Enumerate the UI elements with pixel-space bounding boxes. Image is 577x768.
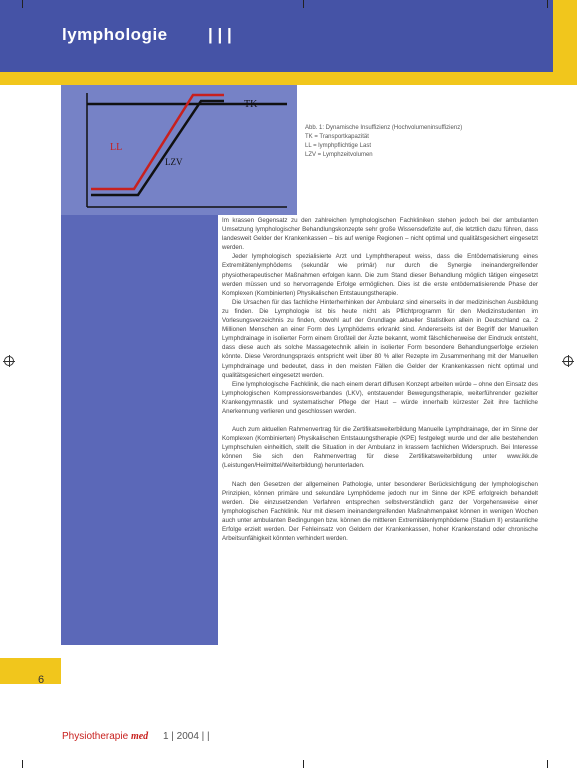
journal-suffix: med — [130, 731, 149, 742]
insufficiency-figure — [61, 85, 297, 215]
footer — [62, 731, 210, 742]
corner-accent-strip — [553, 0, 577, 85]
registration-mark — [563, 356, 573, 366]
paragraph: Im krassen Gegensatz zu den zahlreichen lymphologischen Fachkliniken stehen jedoch bei der ambulanten Umsetzung lymphologischer Behandlungskonzepte sehr große Wissensdefizite auf, die letztlich dazu führen, dass landesweit Gelder der Krankenkassen – bis auf wenige Regionen – nicht optimal und qualitätsgesichert eingesetzt werden. — [222, 217, 538, 252]
paragraph: Eine lymphologische Fachklinik, die nach einem derart diffusen Konzept arbeiten würde – ohne den Einsatz des Lymphologischen Kompressionsverbandes (LKV), entstauender Bewegungstherapie, weiterführender gezielter Krankengymnastik und systematischer Pflege der Haut – würde innerhalb kürzester Zeit ihre fachliche Anerkennung verlieren und geschlossen werden. — [222, 380, 539, 415]
crop-mark — [547, 760, 548, 768]
section-title: lymphologie — [62, 25, 168, 44]
caption-line: LZV = Lymphzeitvolumen — [305, 152, 373, 158]
lzv-label: LZV — [165, 157, 183, 167]
article-body — [222, 216, 538, 543]
figure-graph — [61, 85, 297, 215]
section-title-bars: | | | — [208, 25, 232, 44]
crop-mark — [22, 0, 23, 8]
paragraph: Jeder lymphologisch spezialisierte Arzt und Lymphtherapeut weiss, dass die Entödematisierung eines Extremitätenlymphödems (sekundär wie primär) nur durch die Synergie ineinandergreifender physiotherapeutischer Maßnahmen erfolgen kann. Die zum Stand dieser Behandlung möglich tätigen eingesetzt werden müssen und so hervorragende Erfolge ermöglichen. Dies ist die erste entödematisierende Phase der Komplexen (Kombinierten) Physikalischen Entstauungstherapie. — [222, 253, 538, 297]
caption-line: LL = lymphpflichtige Last — [305, 143, 371, 149]
crop-mark — [547, 0, 548, 8]
crop-mark — [22, 760, 23, 768]
header-accent-strip — [0, 72, 577, 85]
registration-mark — [4, 356, 14, 366]
figure-caption — [305, 124, 550, 160]
caption-line: Abb. 1: Dynamische Insuffizienz (Hochvolumeninsuffizienz) — [305, 125, 463, 131]
paragraph: Die Ursachen für das fachliche Hinterherhinken der Ambulanz sind einerseits in der medizinischen Ausbildung zu finden. Die Lymphologie ist bis heute nicht als Pflichtprogramm für den Medizinstudenten im Vorlesungsverzeichnis zu finden, obwohl auf der Grundlage aktueller Statistiken allein in Deutschland ca. 2 Millionen Menschen an einer Form des Lymphödems erkrankt sind. Andererseits ist der Begriff der Manuellen Lymphdrainage in isolierter Form einem Großteil der Ärzte bekannt, womit fälschlicherweise der Eindruck entsteht, dass diese auch als solche Massagetechnik allein in isolierter Form besondere Behandlungserfolge erzielen könnte. Diese Verordnungspraxis entspricht weit über 80 % aller Rezepte im Zusammenhang mit der Manuellen Lymphdrainage und bedeutet, dass in den meisten Fällen die Gelder der Krankenkassen nicht optimal und qualitätsgesichert eingesetzt werden. — [222, 298, 538, 379]
paragraph: Auch zum aktuellen Rahmenvertrag für die Zertifikatsweiterbildung Manuelle Lymphdrainage, der im Sinne der Komplexen (Kombinierten) Physikalischen Entstauungstherapie (KPE) festgelegt wurde und der alle bestehenden Lymphschulen einheitlich, stellt die Situation in der Ambulanz in krassem fachlichen Widerspruch. Bei Interesse können Sie sich den Rahmenvertrag für diese Zertifikatsweiterbildung unter www.ikk.de (Leistungen/Heilmittel/Weiterbildung) herunterladen. — [222, 426, 538, 470]
paragraph: Nach den Gesetzen der allgemeinen Pathologie, unter besonderer Berücksichtigung der lymphologischen Prinzipien, können primäre und sekundäre Lymphödeme jedoch nur im Sinne der KPE erfolgreich behandelt werden. Die einzusetzenden Verfahren entsprechen selbstverständlich ganz der Vorgehensweise einer lymphologischen Fachklinik. Nur mit diesem ineinandergreifenden Maßnahmenpaket können in wenigen Wochen auch unter ambulanten Bedingungen bzw. können die mittleren Extremitätenlymphödeme (Stadium II) erstaunliche Erfolge erzielt werden. Der Fehleinsatz von Geldern der Krankenkassen, hoher Krankenstand oder chronische Arbeitsunfähigkeit könnten verhindert werden. — [222, 480, 538, 543]
journal-name: Physiotherapie — [62, 731, 129, 742]
caption-line: TK = Transportkapazität — [305, 134, 369, 140]
crop-mark — [303, 760, 304, 768]
ll-label: LL — [110, 142, 123, 153]
crop-mark — [303, 0, 304, 8]
page-number-tab — [0, 658, 61, 684]
tk-label: TK — [244, 99, 258, 110]
issue-info: 1 | 2004 | | — [162, 731, 210, 742]
page-number: 6 — [38, 674, 45, 686]
